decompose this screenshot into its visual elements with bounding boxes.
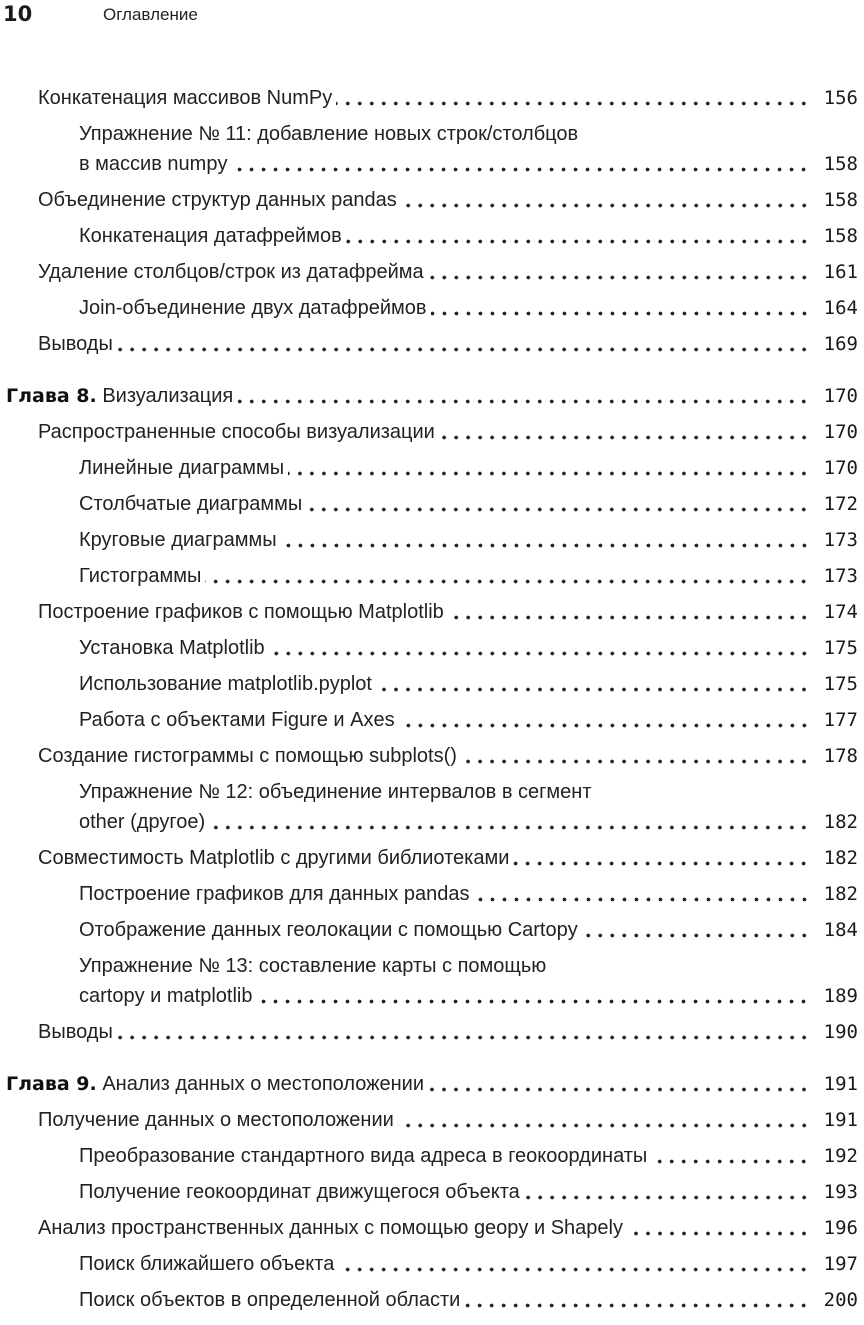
toc-entry — [0, 254, 864, 290]
toc-entry-title: Удаление столбцов/строк из датафрейма — [38, 261, 424, 283]
toc-entry-title-line1: Упражнение № 12: объединение интервалов в сегмент — [79, 781, 592, 803]
chapter-label: Глава 8. — [6, 385, 97, 407]
running-title: Оглавление — [103, 5, 198, 24]
toc-entry-title: Столбчатые диаграммы — [79, 493, 303, 515]
toc-entry-page: 182 — [823, 883, 858, 905]
dot-leader — [582, 933, 810, 938]
toc-entry-title: в массив numpy — [79, 153, 228, 175]
toc-entry — [0, 378, 864, 414]
toc-entry-page: 189 — [823, 985, 858, 1007]
toc-entry-title: Распространенные способы визуализации — [38, 421, 435, 443]
dot-leader — [376, 687, 810, 692]
toc-entry — [0, 326, 864, 362]
dot-leader — [256, 999, 810, 1004]
toc-entry-title: Установка Matplotlib — [79, 637, 265, 659]
toc-entry — [0, 1210, 864, 1246]
dot-leader — [117, 347, 810, 352]
toc-entry-page: 197 — [823, 1253, 858, 1275]
toc-entry-title: Круговые диаграммы — [79, 529, 277, 551]
toc-entry-page: 170 — [823, 421, 858, 443]
toc-entry — [0, 1066, 864, 1102]
toc-entry — [0, 486, 864, 522]
toc-entry-title: Построение графиков с помощью Matplotlib — [38, 601, 444, 623]
dot-leader — [513, 861, 810, 866]
toc-entry — [0, 774, 864, 840]
dot-leader — [117, 1035, 810, 1040]
toc-entry-page: 170 — [823, 457, 858, 479]
toc-entry-title: Совместимость Matplotlib с другими библиотеками — [38, 847, 510, 869]
toc-entry — [0, 116, 864, 182]
toc-entry-page: 164 — [823, 297, 858, 319]
toc-entry — [0, 738, 864, 774]
toc-entry — [0, 840, 864, 876]
page-number: 10 — [3, 2, 33, 26]
toc-entry-title: Выводы — [38, 1021, 113, 1043]
dot-leader — [336, 101, 810, 106]
toc-entry — [0, 80, 864, 116]
page-header — [0, 0, 864, 36]
dot-leader — [401, 203, 810, 208]
toc-entry — [0, 1282, 864, 1318]
toc-entry-page: 174 — [823, 601, 858, 623]
toc-entry-page: 158 — [823, 225, 858, 247]
toc-entry-title: Анализ данных о местоположении — [102, 1073, 425, 1095]
toc-entry-title: Использование matplotlib.pyplot — [79, 673, 372, 695]
toc-entry — [0, 594, 864, 630]
dot-leader — [428, 1087, 810, 1092]
dot-leader — [431, 311, 810, 316]
toc-entry-page: 200 — [823, 1289, 858, 1311]
table-of-contents — [0, 80, 864, 1318]
toc-entry-page: 193 — [823, 1181, 858, 1203]
toc-entry-page: 170 — [823, 385, 858, 407]
toc-entry-title: cartopy и matplotlib — [79, 985, 253, 1007]
dot-leader — [269, 651, 810, 656]
toc-entry-title: Отображение данных геолокации с помощью Cartopy — [79, 919, 578, 941]
toc-entry-page: 175 — [823, 673, 858, 695]
toc-entry — [0, 1014, 864, 1050]
toc-entry-page: 177 — [823, 709, 858, 731]
dot-leader — [338, 1267, 810, 1272]
toc-entry — [0, 290, 864, 326]
toc-entry — [0, 1138, 864, 1174]
toc-entry-page: 156 — [823, 87, 858, 109]
dot-leader — [399, 723, 810, 728]
toc-entry-page: 161 — [823, 261, 858, 283]
toc-entry-title: Преобразование стандартного вида адреса в геокоординаты — [79, 1145, 648, 1167]
toc-entry-title: Поиск объектов в определенной области — [79, 1289, 461, 1311]
toc-entry — [0, 558, 864, 594]
toc-entry-title-line1: Упражнение № 11: добавление новых строк/столбцов — [79, 123, 579, 145]
toc-entry-title: Объединение структур данных pandas — [38, 189, 397, 211]
toc-entry-page: 190 — [823, 1021, 858, 1043]
toc-entry-title: Получение геокоординат движущегося объекта — [79, 1181, 520, 1203]
toc-entry-title-line1: Упражнение № 13: составление карты с помощью — [79, 955, 547, 977]
toc-entry-page: 192 — [823, 1145, 858, 1167]
dot-leader — [237, 399, 810, 404]
toc-entry-page: 182 — [823, 811, 858, 833]
dot-leader — [209, 825, 810, 830]
toc-entry-title: Конкатенация датафреймов — [79, 225, 342, 247]
dot-leader — [231, 167, 810, 172]
toc-entry-title: Построение графиков для данных pandas — [79, 883, 470, 905]
toc-entry-page: 169 — [823, 333, 858, 355]
toc-entry-page: 196 — [823, 1217, 858, 1239]
toc-entry-page: 191 — [823, 1109, 858, 1131]
dot-leader — [448, 615, 810, 620]
dot-leader — [428, 275, 810, 280]
dot-leader — [346, 239, 810, 244]
toc-entry-title: Поиск ближайшего объекта — [79, 1253, 335, 1275]
dot-leader — [464, 1303, 810, 1308]
toc-entry-title: other (другое) — [79, 811, 206, 833]
toc-entry — [0, 666, 864, 702]
dot-leader — [288, 471, 810, 476]
dot-leader — [398, 1123, 810, 1128]
toc-entry-page: 173 — [823, 565, 858, 587]
toc-entry — [0, 182, 864, 218]
toc-entry — [0, 1174, 864, 1210]
toc-entry-page: 158 — [823, 189, 858, 211]
dot-leader — [306, 507, 810, 512]
toc-entry-title: Анализ пространственных данных с помощью geopy и Shapely — [38, 1217, 623, 1239]
toc-entry-title: Линейные диаграммы — [79, 457, 285, 479]
dot-leader — [281, 543, 810, 548]
toc-entry-title: Конкатенация массивов NumPy — [38, 87, 333, 109]
toc-entry-page: 158 — [823, 153, 858, 175]
dot-leader — [524, 1195, 810, 1200]
dot-leader — [461, 759, 810, 764]
toc-entry — [0, 702, 864, 738]
toc-entry-title: Join-объединение двух датафреймов — [79, 297, 427, 319]
dot-leader — [474, 897, 810, 902]
toc-entry — [0, 1246, 864, 1282]
dot-leader — [651, 1159, 810, 1164]
toc-entry-page: 178 — [823, 745, 858, 767]
toc-entry — [0, 450, 864, 486]
toc-entry — [0, 912, 864, 948]
toc-entry-title: Получение данных о местоположении — [38, 1109, 394, 1131]
toc-entry-page: 172 — [823, 493, 858, 515]
toc-entry-page: 184 — [823, 919, 858, 941]
toc-entry-title: Работа с объектами Figure и Axes — [79, 709, 395, 731]
dot-leader — [205, 579, 810, 584]
toc-entry — [0, 1102, 864, 1138]
toc-entry — [0, 218, 864, 254]
toc-entry — [0, 630, 864, 666]
toc-entry-title: Создание гистограммы с помощью subplots() — [38, 745, 457, 767]
chapter-label: Глава 9. — [6, 1073, 97, 1095]
toc-entry — [0, 522, 864, 558]
toc-entry-page: 175 — [823, 637, 858, 659]
toc-entry-page: 191 — [823, 1073, 858, 1095]
toc-entry-title: Выводы — [38, 333, 113, 355]
toc-entry-page: 173 — [823, 529, 858, 551]
toc-entry — [0, 948, 864, 1014]
dot-leader — [439, 435, 810, 440]
dot-leader — [627, 1231, 810, 1236]
toc-entry-page: 182 — [823, 847, 858, 869]
toc-entry-title: Визуализация — [102, 385, 234, 407]
toc-entry — [0, 876, 864, 912]
toc-entry-title: Гистограммы — [79, 565, 202, 587]
toc-entry — [0, 414, 864, 450]
